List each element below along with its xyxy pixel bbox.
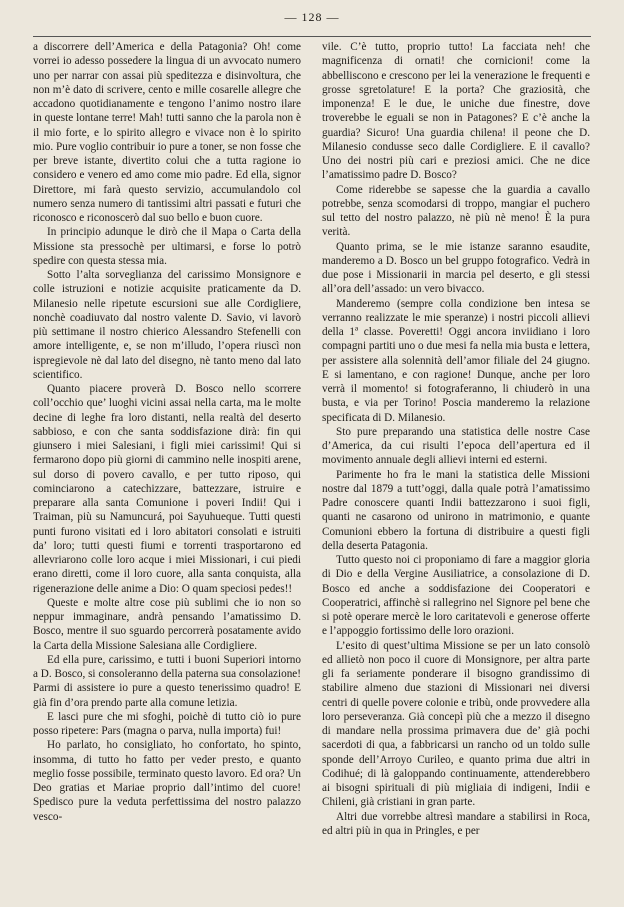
paragraph: Manderemo (sempre colla condizione ben intesa se verranno realizzate le mie speranze) i nostri piccoli allievi della 1ª classe. Poveretti! Oggi ancora inviidiano i loro compagni partiti uno o due mesi fa nella mia busta e lettera, per assistere alla solennità dell’amor filiale del 24 giugno. E si lamentano, e con ragione! Dunque, anche per loro verrà il momento! si fotograferanno, li chiuderò in una busta, e via per Torino! Poscia manderemo la relazione specificata di D. Milanesio. — [322, 297, 590, 424]
paragraph: Ho parlato, ho consigliato, ho confortato, ho spinto, insomma, di tutto ho fatto per veder presto, e quanto meglio fosse possibile, terminato questo lavoro. Ed ora? Un Deo gratias et Mariae proprio dall’intimo del cuore! Spedisco pure la veduta perfettissima del nostro palazzo vesco- — [33, 739, 301, 823]
paragraph: vile. C’è tutto, proprio tutto! La facciata neh! che magnificenza di ornati! che cornicioni! come la abbelliscono e crescono per lei la venerazione le frequenti e grosse sgretolature! E la porta? Che graziosità, che imponenza! E le due, le uniche due finestre, dove troverebbe le eguali se non in Patagones? E c’è anche la guardia? Sicuro! Una guardia chilena! il peone che D. Milanesio condusse seco dalle Cordigliere. E il cavallo? Uno dei nostri più cari e preziosi amici. Che ne dice l’amatissimo padre D. Bosco? — [322, 41, 590, 182]
header-rule — [33, 36, 591, 37]
paragraph: a discorrere dell’America e della Patagonia? Oh! come vorrei io adesso possedere la lingua di un avvocato numero uno per narrar con assai più speditezza e disinvoltura, che non m’è dato di scrivere, cento e mille cosarelle allegre che accadono quotidianamente e tengono l’animo nostro ilare in queste lontane terre! Mah! tutti sanno che la parola non è il mio forte, e lo spirito allegro e vivace non è lo spirito mio. Pure voglio contribuir io pure a toner, se non fosse che per breve istante, divertito colui che a tutta ragione io considero e venero ed amo come mio padre. Ed ella, signor Direttore, mi farà questo servizio, accumulandolo col numero senza numero di tantissimi altri passati e futuri che riconosco e riconoscerò dal suo bello e buon cuore. — [33, 41, 301, 224]
paragraph: Parimente ho fra le mani la statistica delle Missioni nostre dal 1879 a tutt’oggi, dalla quale potrà l’amatissimo Padre conoscere quanti Indii battezzarono i suoi figli, quanti ne casarono od unirono in matrimonio, e quante Comunioni ebbero la fortuna di distribuire a questi figli della deserta Patagonia. — [322, 468, 590, 552]
paragraph: Quanto prima, se le mie istanze saranno esaudite, manderemo a D. Bosco un bel gruppo fotografico. Vedrà in due pose i Missionarii in marcia pel deserto, e gli stessi all’ora dell’assado: un vero bivacco. — [322, 240, 590, 296]
paragraph: In principio adunque le dirò che il Mapa o Carta della Missione sta pressochè per ultimarsi, e forse lo potrò spedire con questa stessa mia. — [33, 226, 301, 267]
paragraph: Quanto piacere proverà D. Bosco nello scorrere coll’occhio que’ luoghi vicini assai nella carta, ma le molte decine di leghe fra loro distanti, nella realtà del deserto sabbioso, e con che santa soddisfazione dirà: fin qui giunsero i miei Salesiani, i figli miei carissimi! Qui si fermarono dopo più giorni di cammino nelle inospiti arene, sul dorso di povero cavallo, e per tutto riposo, qui cominciarono a catechizzare, battezzare, istruire e preparare alla santa Comunione i poveri Indii! Qui i Traiman, più su Namuncurá, poi Sayuhueque. Tutti questi punti furono visitati ed i loro abitatori consolati e istruiti da’ loro; tutti questi fiumi e torrenti trasportarono ed allevriarono colle loro acque i miei Missionari, i cui piedi erano diretti, come il loro cuore, alla santa conquista, alla rigenerazione delle anime a Dio: O quam speciosi pedes!! — [33, 383, 301, 595]
paragraph: Tutto questo noi ci proponiamo di fare a maggior gloria di Dio e della Vergine Ausiliatrice, a consolazione di D. Bosco ed anche a soddisfazione dei Cooperatori e Cooperatrici, affinchè si rallegrino nel Signore pel bene che si potè operare mercè le loro caritatevoli e generose offerte e l’appoggio fortissimo delle loro orazioni. — [322, 554, 590, 638]
page-number: — 128 — — [284, 10, 340, 24]
paragraph: Ed ella pure, carissimo, e tutti i buoni Superiori intorno a D. Bosco, si consoleranno della paterna sua consolazione! Parmi di assistere io pure a questo tenerissimo quadro! E già fin d’ora prendo parte alla comune letizia. — [33, 653, 301, 709]
paragraph: Sto pure preparando una statistica delle nostre Case d’America, da cui risulti l’epoca dell’apertura ed il movimento annuale degli allievi interni ed esterni. — [322, 425, 590, 467]
paragraph: Sotto l’alta sorveglianza del carissimo Monsignore e colle istruzioni e notizie acquisite praticamente da D. Milanesio nelle ripetute escursioni sue alle Cordigliere, nonchè coadiuvato dal nostro valente D. Savio, vi lavorò più settimane il nostro chierico Alessandro Stefenelli con amore intelligente, e, se non m’illudo, l’opera riuscì non ispregievole nè dal lato del disegno, nè tanto meno dal lato scientifico. — [33, 269, 301, 381]
left-column — [33, 40, 301, 824]
paragraph: Queste e molte altre cose più sublimi che io non so neppur immaginare, andrà pensando l’amatissimo D. Bosco, mentre il suo sguardo percorrerà posatamente avido la Carta della Missione Salesiana alle Cordigliere. — [33, 596, 301, 652]
paragraph: L’esito di quest’ultima Missione se per un lato consolò ed allietò non poco il cuore di Monsignore, per altra parte gli fa seriamente ponderare il bisogno grandissimo di stabilire almeno due stazioni di Missionari nei diversi centri di quelle povere colonie e tribù, onde provvedere alla loro perseveranza. Già concepì più che a mezzo il disegno di mandare nella prossima primavera due de’ già pochi sacerdoti di qua, a fabbricarsi un rancho od un toldo sulle sponde dell’Arroyo Curileo, e quanto prima due altri in Codihué; di là galoppando continuamente, attenderebbero ai bisogni spirituali di più migliaia di indigeni, Indii e Chileni, già cristiani in gran parte. — [322, 639, 590, 809]
paragraph: Come riderebbe se sapesse che la guardia a cavallo potrebbe, senza scomodarsi di troppo, mangiar el puchero sul tetto del nostro palazzo, nè più nè meno! È la pura verità. — [322, 183, 590, 239]
right-column — [322, 40, 590, 838]
paragraph: Altri due vorrebbe altresì mandare a stabilirsi in Roca, ed altri più in qua in Pringles, e per — [322, 810, 590, 837]
paragraph: E lasci pure che mi sfoghi, poichè di tutto ciò io pure posso ripetere: Pars (magna o parva, nulla importa) fui! — [33, 710, 301, 737]
